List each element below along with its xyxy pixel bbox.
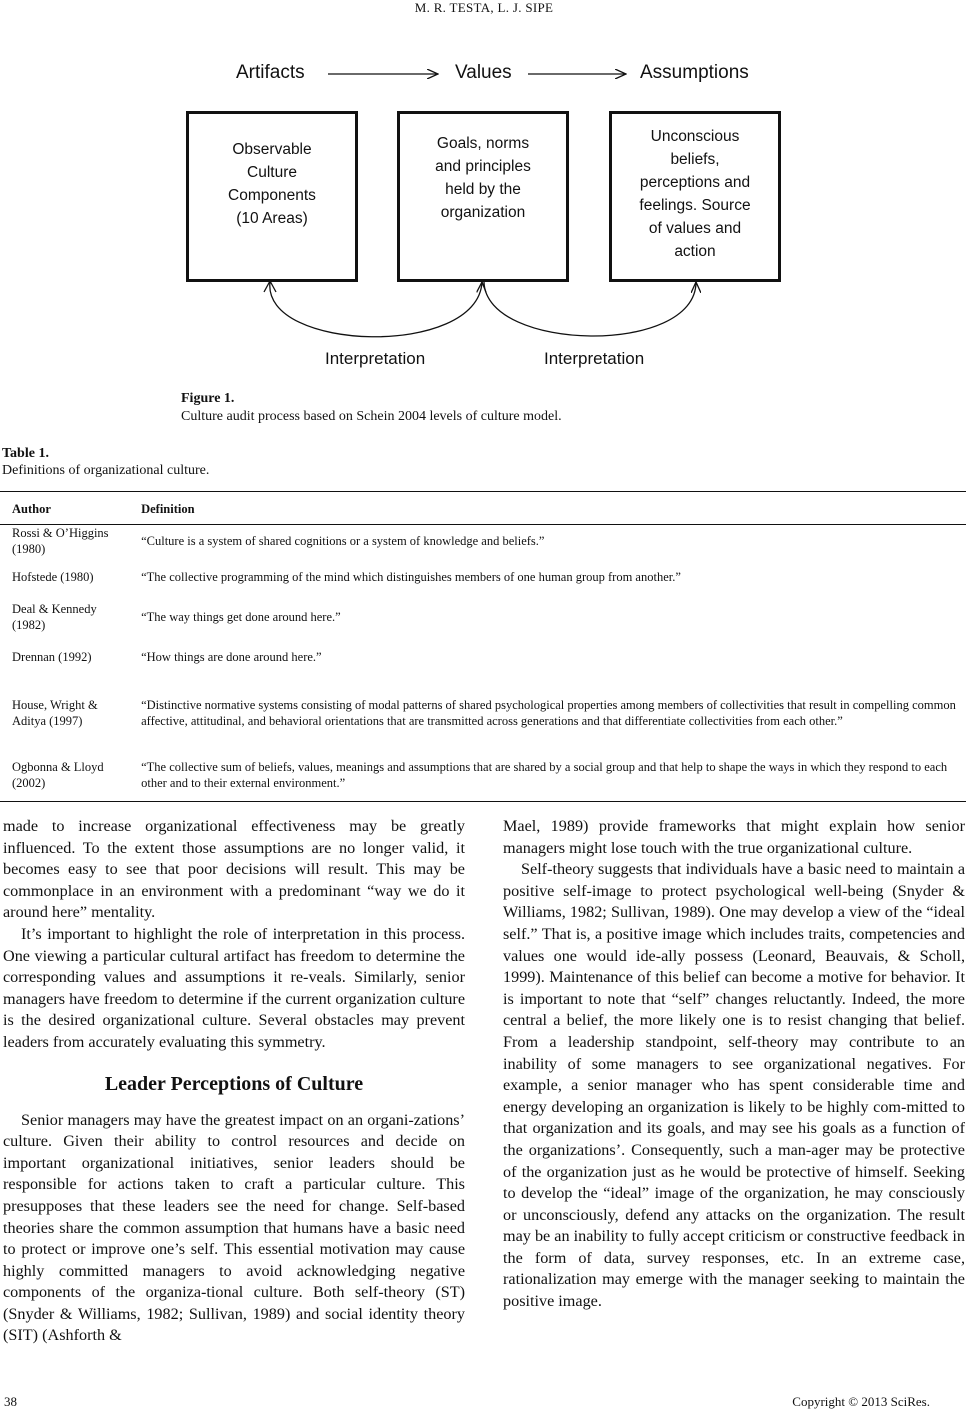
figure-caption-text: Culture audit process based on Schein 2004 levels of culture model. [181, 409, 562, 424]
cell-definition: “The collective programming of the mind which distinguishes members of one human group from another.” [141, 570, 681, 584]
cell-definition: “The collective sum of beliefs, values, meanings and assumptions that are shared by a social group and that help to shape the ways in which they respond to each other and to their external environment.” [129, 749, 966, 801]
label-interpretation-right: Interpretation [544, 349, 645, 368]
paragraph: Mael, 1989) provide frameworks that might explain how senior managers might lose touch with the true organizational culture. [503, 817, 965, 857]
table-row [0, 525, 966, 558]
running-head: M. R. TESTA, L. J. SIPE [414, 0, 554, 15]
table-header-row [0, 492, 966, 525]
cell-author: Drennan (1992) [12, 650, 92, 664]
label-interpretation-left: Interpretation [325, 349, 426, 368]
cell-definition: “Distinctive normative systems consisting of modal patterns of shared psychological properties among members of collectivities that result in compelling common affective, attitudinal, and behavioral orientations that are transmitted across generations and that differentiate collectivities from each other.” [141, 698, 956, 728]
page-number: 38 [4, 1394, 17, 1409]
box-values: Goals, norms and principles held by the organization [397, 111, 569, 282]
box-assumptions: Unconscious beliefs, perceptions and feelings. Source of values and action [609, 111, 781, 282]
paragraph: Senior managers may have the greatest impact on an organi-zations’ culture. Given their ability to control resources and decide on important organizational initiatives, senior leaders should be responsible for actions taken to craft a particular culture. This presupposes that these leaders see the need for change. Self-based theories share the common assumption that humans have a basic need to protect or improve one’s self. This essential motivation may cause highly committed managers to avoid acknowledging negative components of the organiza-tional culture. Both self-theory (ST) (Snyder & Williams, 1982; Sullivan, 1989) and social identity theory (SIT) (Ashforth & [3, 1110, 465, 1345]
cell-definition: “The way things get done around here.” [141, 610, 341, 624]
body-column-right [503, 816, 965, 1313]
column-header-author: Author [0, 492, 129, 525]
interpretation-curve-left [270, 282, 482, 337]
cell-definition: “How things are done around here.” [141, 650, 322, 664]
table-title: Definitions of organizational culture. [2, 463, 210, 478]
table-label: Table 1. [2, 446, 49, 461]
body-column-left [3, 816, 465, 1347]
label-assumptions: Assumptions [640, 62, 749, 83]
figure-caption-label: Figure 1. [181, 391, 235, 406]
definitions-table [0, 491, 966, 802]
cell-definition: “Culture is a system of shared cognitions or a system of knowledge and beliefs.” [141, 534, 545, 548]
box-artifacts: Observable Culture Components (10 Areas) [186, 111, 358, 282]
table-row [0, 677, 966, 749]
paragraph: It’s important to highlight the role of interpretation in this process. One viewing a particular cultural artifact has freedom to determine the corresponding values and assumptions it re-veals. Similarly, senior managers have freedom to determine if the current organization culture is the desired organizational culture. Several obstacles may prevent leaders from accurately evaluating this symmetry. [3, 924, 465, 1051]
table-row [0, 749, 966, 801]
cell-author: Rossi & O’Higgins (1980) [12, 526, 109, 556]
paragraph: made to increase organizational effectiveness may be greatly influenced. To the extent those assumptions are no longer valid, it becomes easy to see that poor decisions will result. This may be commonplace in an environment with a predominant “way we do it around here” mentality. [3, 817, 465, 922]
label-values: Values [455, 62, 512, 83]
table-row [0, 597, 966, 637]
paragraph: Self-theory suggests that individuals have a basic need to maintain a positive self-image to protect psychological well-being (Snyder & Williams, 1982; Sullivan, 1989). One may develop a view of the “ideal self.” That is, a positive image which includes traits, competencies and values one would ide-ally possess (Leonard, Beauvais, & Scholl, 1999). Maintenance of this belief can become a motive for behavior. It is important to note that “self” changes reluctantly. Indeed, the more central a belief, the more likely one is to resist changing that belief. From a leadership standpoint, self-theory may contribute to an inability of some managers to see organizational negatives. For example, a senior manager who has spent considerable time and energy developing an organization is likely to be highly com-mitted to that organization and its goals, and may see his goals as a function of the organizations’. Consequently, such a man-ager may be protective of the organization just as he would be protective of himself. Seeking to develop the “ideal” image of the organization, he may consciously or unconsciously, defend any attacks on the organization. The result may be an inability to fully accept criticism or constructive feedback in the form of data, survey responses, etc. In an extreme case, rationalization may emerge with the manager seeking to maintain the positive image. [503, 860, 965, 1311]
section-heading: Leader Perceptions of Culture [104, 1072, 364, 1095]
cell-author: Hofstede (1980) [12, 570, 94, 584]
cell-author: Ogbonna & Lloyd (2002) [0, 749, 129, 801]
figure-caption [181, 390, 562, 426]
table-row [0, 557, 966, 597]
table-row [0, 637, 966, 677]
cell-author: Deal & Kennedy (1982) [12, 602, 97, 632]
interpretation-curve-right [484, 282, 696, 336]
copyright: Copyright © 2013 SciRes. [792, 1394, 930, 1409]
table-caption [2, 445, 209, 479]
label-artifacts: Artifacts [236, 62, 305, 83]
column-header-definition: Definition [129, 492, 966, 525]
cell-author: House, Wright & Aditya (1997) [12, 698, 98, 728]
